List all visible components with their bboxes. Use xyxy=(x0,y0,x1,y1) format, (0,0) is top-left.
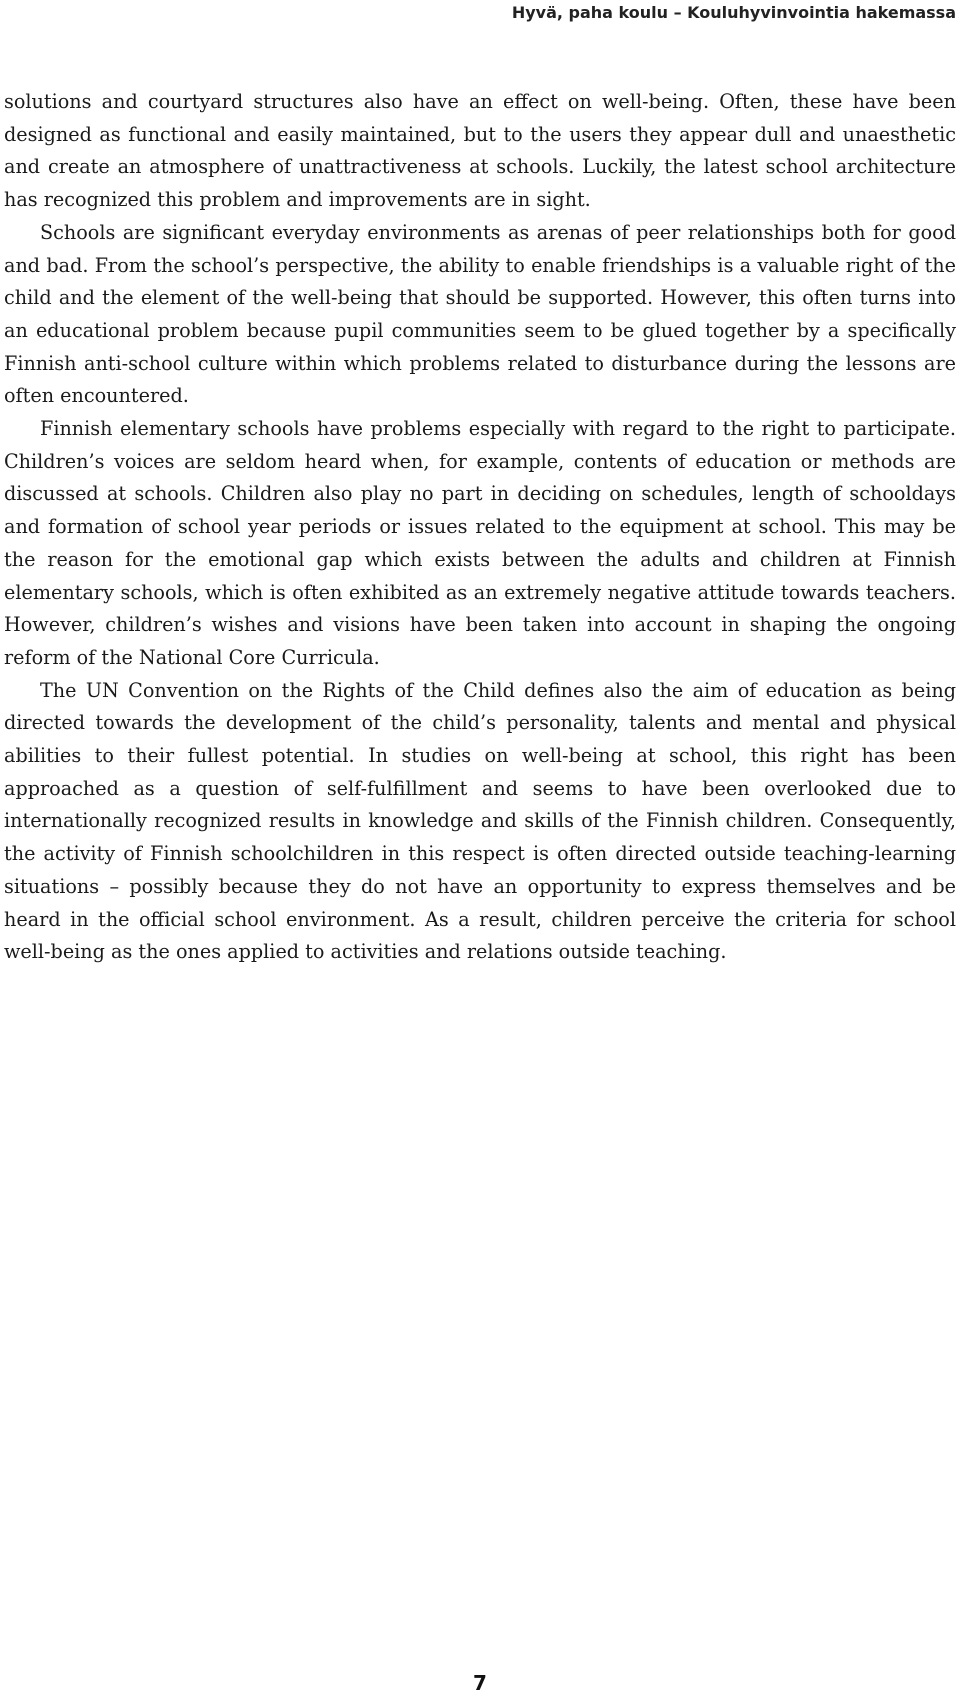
paragraph-right-to-participate: Finnish elementary schools have problems especially with regard to the right to participate. Children’s voices are seldom heard when, for example, contents of education or methods are discussed at schools. Children also play no part in deciding on schedules, length of schooldays and formation of school year periods or issues related to the equipment at school. This may be the reason for the emotional gap which exists between the adults and children at Finnish elementary schools, which is often exhibited as an extremely negative attitude towards teachers. However, children’s wishes and visions have been taken into account in shaping the ongoing reform of the National Core Curricula. xyxy=(4,417,956,669)
paragraph-un-convention: The UN Convention on the Rights of the Child defines also the aim of education as being directed towards the development of the child’s personality, talents and mental and physical abilities to their fullest potential. In studies on well-being at school, this right has been approached as a question of self-fulfillment and seems to have been overlooked due to internationally recognized results in knowledge and skills of the Finnish children. Consequently, the activity of Finnish schoolchildren in this respect is often directed outside teaching-learning situations – possibly because they do not have an opportunity to express themselves and be heard in the official school environment. As a result, children perceive the criteria for school well-being as the ones applied to activities and relations outside teaching. xyxy=(4,678,956,964)
body-text xyxy=(4,86,956,969)
running-header: Hyvä, paha koulu – Kouluhyvinvointia hakemassa xyxy=(511,3,956,22)
paragraph-continuation: solutions and courtyard structures also have an effect on well-being. Often, these have been designed as functional and easily maintained, but to the users they appear dull and unaesthetic and create an atmosphere of unattractiveness at schools. Luckily, the latest school architecture has recognized this problem and improvements are in sight. xyxy=(4,90,956,212)
page-number: 7 xyxy=(473,1671,487,1695)
paragraph-peer-relationships: Schools are significant everyday environments as arenas of peer relationships both for good and bad. From the school’s perspective, the ability to enable friendships is a valuable right of the child and the element of the well-being that should be supported. However, this often turns into an educational problem because pupil communities seem to be glued together by a specifically Finnish anti-school culture within which problems related to disturbance during the lessons are often encountered. xyxy=(4,220,956,408)
